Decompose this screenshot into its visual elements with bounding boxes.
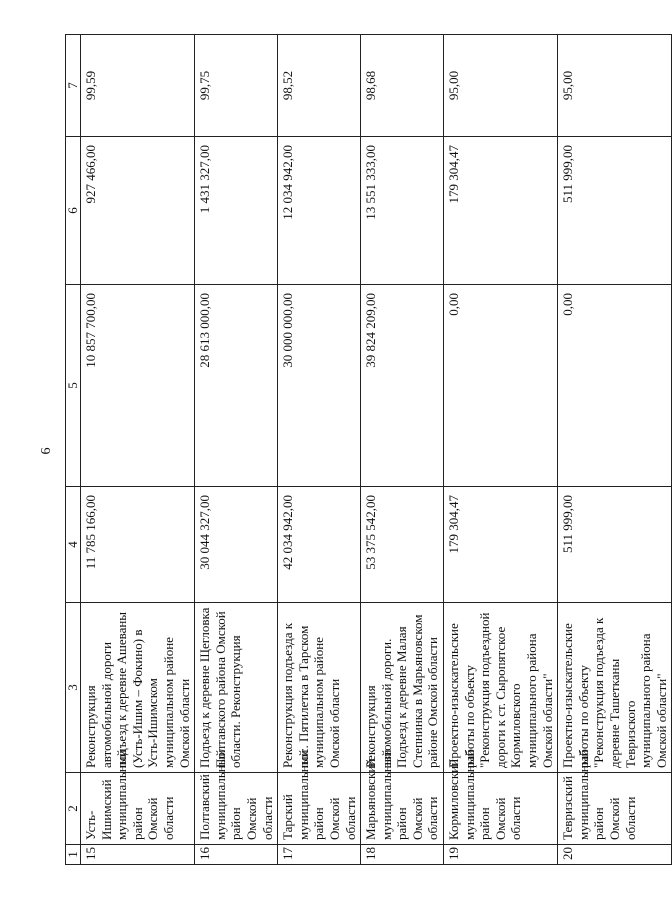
amount-cell: 10 857 700,00 xyxy=(81,285,195,487)
district-cell: Полтавский муниципальный район Омской области xyxy=(195,773,278,845)
column-header: 4 xyxy=(66,487,81,603)
district-cell: Тарский муниципальный район Омской области xyxy=(278,773,361,845)
row-number: 17 xyxy=(278,845,361,865)
table-row xyxy=(444,35,558,865)
percent-cell: 98,52 xyxy=(278,35,361,137)
percent-cell: 95,00 xyxy=(558,35,672,137)
amount-cell: 1 431 327,00 xyxy=(195,137,278,285)
table-row xyxy=(81,35,195,865)
object-cell: Проектно-изыскательские работы по объекту "Реконструкция подъезда к деревне Ташетканы Тевризского муниципального района Омской области" xyxy=(558,603,672,773)
row-number: 15 xyxy=(81,845,195,865)
amount-cell: 28 613 000,00 xyxy=(195,285,278,487)
amount-cell: 927 466,00 xyxy=(81,137,195,285)
page-number: 6 xyxy=(39,447,54,455)
row-number: 19 xyxy=(444,845,558,865)
column-header: 1 xyxy=(66,845,81,865)
header-row xyxy=(66,35,81,865)
object-cell: Подъезд к деревне Щегловка Полтавского района Омской области. Реконструкция xyxy=(195,603,278,773)
table-row xyxy=(195,35,278,865)
amount-cell: 0,00 xyxy=(444,285,558,487)
column-header: 5 xyxy=(66,285,81,487)
amount-cell: 30 000 000,00 xyxy=(278,285,361,487)
amount-cell: 30 044 327,00 xyxy=(195,487,278,603)
document-table-container xyxy=(65,35,669,865)
amount-cell: 511 999,00 xyxy=(558,137,672,285)
amount-cell: 12 034 942,00 xyxy=(278,137,361,285)
amount-cell: 13 551 333,00 xyxy=(361,137,444,285)
column-header: 3 xyxy=(66,603,81,773)
row-number: 18 xyxy=(361,845,444,865)
percent-cell: 99,59 xyxy=(81,35,195,137)
row-number: 20 xyxy=(558,845,672,865)
object-cell: Реконструкция подъезда к пос. Пятилетка в Тарском муниципальном районе Омской области xyxy=(278,603,361,773)
object-cell: Проектно-изыскательские работы по объекту "Реконструкция подъездной дороги к ст. Сыропятское Кормиловского муниципального района Омской области" xyxy=(444,603,558,773)
amount-cell: 53 375 542,00 xyxy=(361,487,444,603)
district-cell: Тевризский муниципальный район Омской области xyxy=(558,773,672,845)
table-row xyxy=(278,35,361,865)
amount-cell: 179 304,47 xyxy=(444,487,558,603)
percent-cell: 95,00 xyxy=(444,35,558,137)
district-cell: Усть-Ишимский муниципальный район Омской области xyxy=(81,773,195,845)
column-header: 2 xyxy=(66,773,81,845)
amount-cell: 179 304,47 xyxy=(444,137,558,285)
column-header: 7 xyxy=(66,35,81,137)
column-header: 6 xyxy=(66,137,81,285)
amount-cell: 0,00 xyxy=(558,285,672,487)
percent-cell: 98,68 xyxy=(361,35,444,137)
data-table xyxy=(65,34,672,865)
district-cell: Марьяновский муниципальный район Омской области xyxy=(361,773,444,845)
amount-cell: 511 999,00 xyxy=(558,487,672,603)
amount-cell: 11 785 166,00 xyxy=(81,487,195,603)
object-cell: Реконструкция автомобильной дороги. Подъезд к деревне Малая Степнинка в Марьяновском районе Омской области xyxy=(361,603,444,773)
table-row xyxy=(361,35,444,865)
row-number: 16 xyxy=(195,845,278,865)
percent-cell: 99,75 xyxy=(195,35,278,137)
table-row xyxy=(558,35,672,865)
amount-cell: 39 824 209,00 xyxy=(361,285,444,487)
amount-cell: 42 034 942,00 xyxy=(278,487,361,603)
object-cell: Реконструкция автомобильной дороги подъезд к деревне Ашеваны (Усть-Ишим – Фокино) в Усть-Ишимском муниципальном районе Омской области xyxy=(81,603,195,773)
district-cell: Кормиловский муниципальный район Омской области xyxy=(444,773,558,845)
